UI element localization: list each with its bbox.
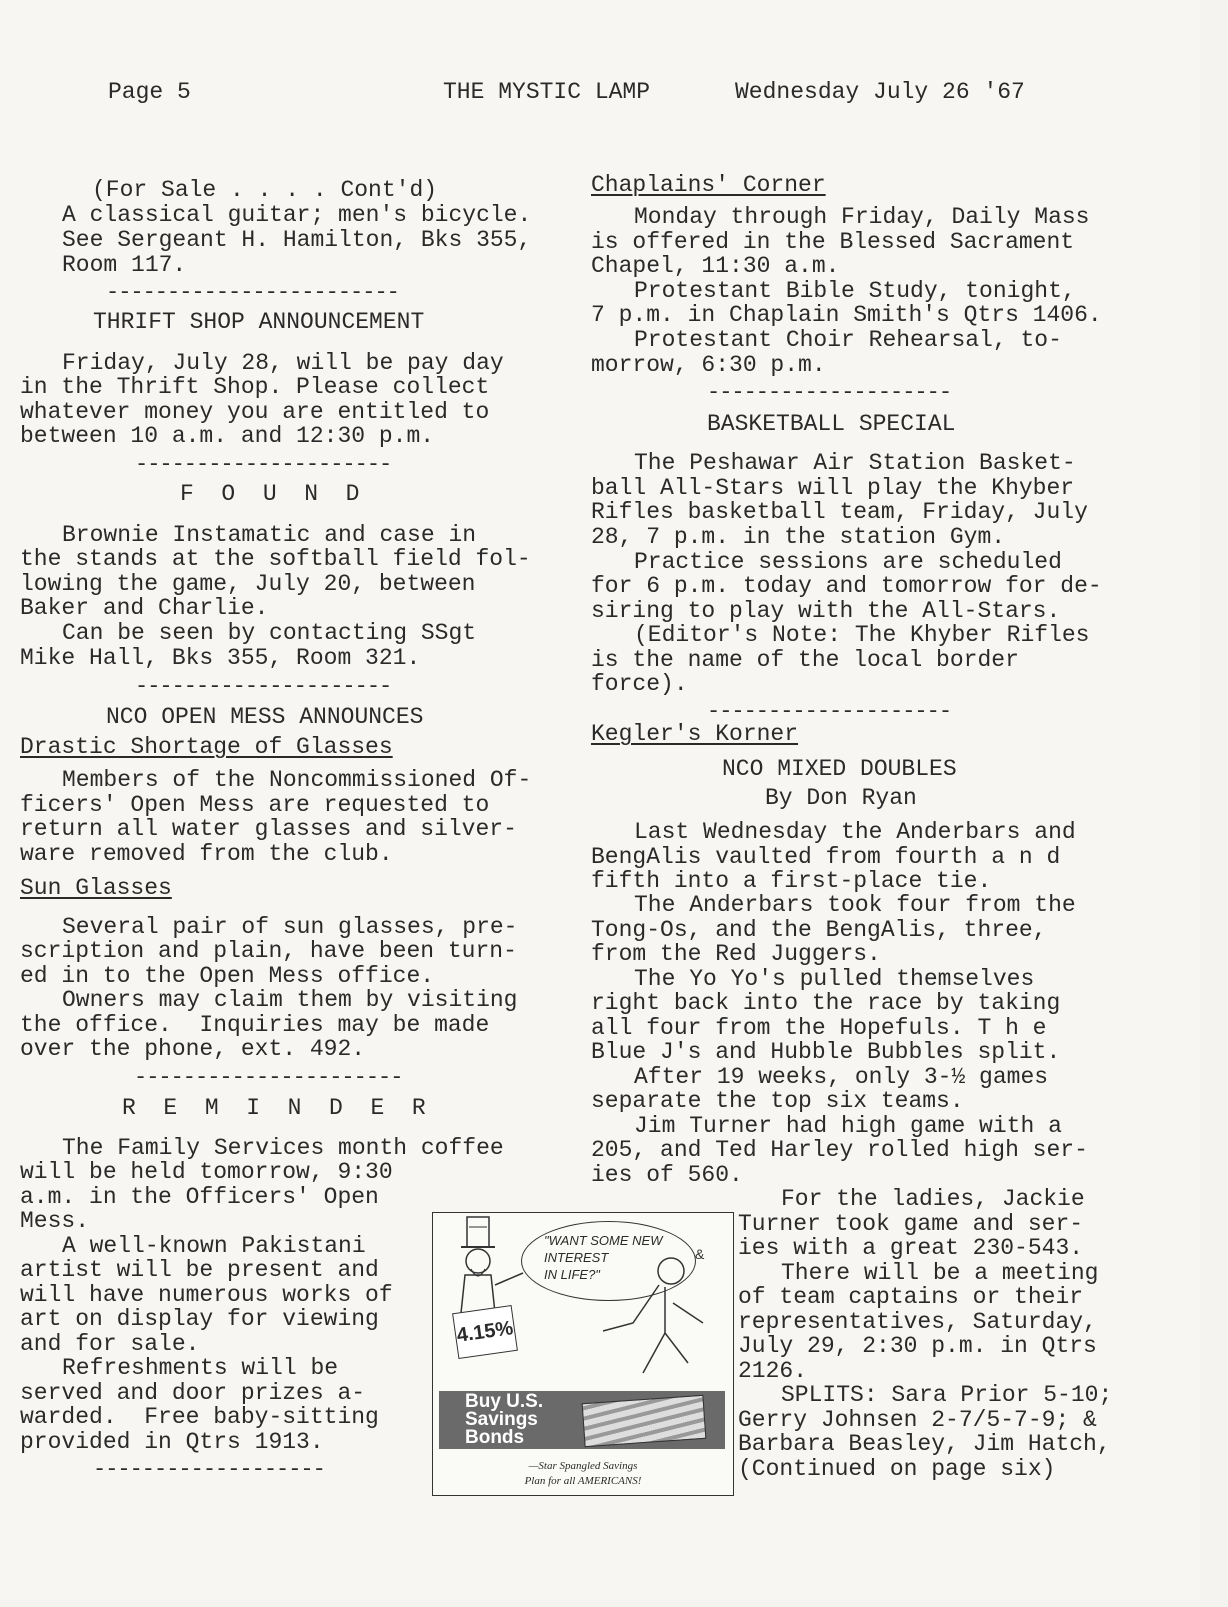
divider: ---------------------	[135, 452, 392, 477]
nco-line: ficers' Open Mess are requested to	[20, 792, 490, 818]
kegler-line: representatives, Saturday,	[738, 1309, 1097, 1335]
kegler-title: NCO MIXED DOUBLES	[722, 756, 957, 782]
basketball-line: for 6 p.m. today and tomorrow for de-	[591, 573, 1102, 599]
reminder-line: The Family Services month coffee	[62, 1135, 504, 1161]
for-sale-heading: (For Sale . . . . Cont'd)	[92, 177, 438, 203]
chaplain-line: Protestant Bible Study, tonight,	[634, 278, 1076, 304]
divider: -------------------	[93, 1457, 325, 1482]
basketball-line: 28, 7 p.m. in the station Gym.	[591, 524, 1006, 550]
kegler-line: For the ladies, Jackie	[781, 1186, 1085, 1212]
kegler-line: 205, and Ted Harley rolled high ser-	[591, 1137, 1088, 1163]
thrift-line: Friday, July 28, will be pay day	[62, 350, 504, 376]
basketball-line: (Editor's Note: The Khyber Rifles	[634, 622, 1090, 648]
divider: --------------------	[707, 380, 952, 405]
nco-line: over the phone, ext. 492.	[20, 1036, 366, 1062]
divider: ----------------------	[134, 1065, 403, 1090]
issue-date: Wednesday July 26 '67	[735, 79, 1025, 105]
kegler-line: July 29, 2:30 p.m. in Qtrs	[738, 1333, 1097, 1359]
kegler-line: Turner took game and ser-	[738, 1211, 1084, 1237]
reminder-line: a.m. in the Officers' Open	[20, 1184, 379, 1210]
kegler-line: from the Red Juggers.	[591, 941, 881, 967]
chaplain-line: is offered in the Blessed Sacrament	[591, 229, 1075, 255]
kegler-line: Barbara Beasley, Jim Hatch,	[738, 1431, 1111, 1457]
for-sale-line: A classical guitar; men's bicycle.	[62, 202, 532, 228]
divider: --------------------	[707, 699, 952, 724]
nco-line: ed in to the Open Mess office.	[20, 963, 435, 989]
nco-line: scription and plain, have been turn-	[20, 938, 517, 964]
thrift-line: in the Thrift Shop. Please collect	[20, 374, 490, 400]
svg-text:&: &	[695, 1246, 705, 1262]
kegler-line: SPLITS: Sara Prior 5-10;	[781, 1382, 1113, 1408]
ad-buy-bonds-text: Buy U.S. Savings Bonds	[465, 1391, 544, 1448]
kegler-line: right back into the race by taking	[591, 990, 1061, 1016]
for-sale-line: See Sergeant H. Hamilton, Bks 355,	[62, 227, 532, 253]
found-line: lowing the game, July 20, between	[20, 571, 476, 597]
kegler-line: ies with a great 230-543.	[738, 1235, 1084, 1261]
reminder-line: and for sale.	[20, 1331, 200, 1357]
kegler-line: There will be a meeting	[781, 1260, 1099, 1286]
reminder-line: Refreshments will be	[62, 1355, 339, 1381]
divider: ---------------------	[135, 674, 392, 699]
kegler-line: of team captains or their	[738, 1284, 1084, 1310]
kegler-line: The Yo Yo's pulled themselves	[634, 966, 1035, 992]
chaplain-line: Protestant Choir Rehearsal, to-	[634, 327, 1062, 353]
chaplain-line: morrow, 6:30 p.m.	[591, 352, 826, 378]
reminder-line: will be held tomorrow, 9:30	[20, 1159, 393, 1185]
chaplain-line: 7 p.m. in Chaplain Smith's Qtrs 1406.	[591, 302, 1102, 328]
reminder-line: Mess.	[20, 1208, 90, 1234]
savings-bonds-ad	[432, 1212, 734, 1496]
kegler-line: Jim Turner had high game with a	[634, 1113, 1062, 1139]
nco-subheading: Drastic Shortage of Glasses	[20, 734, 393, 760]
chaplain-line: Chapel, 11:30 a.m.	[591, 253, 840, 279]
basketball-line: force).	[591, 671, 688, 697]
reminder-line: art on display for viewing	[20, 1306, 379, 1332]
basketball-heading: BASKETBALL SPECIAL	[707, 411, 956, 437]
kegler-line: Gerry Johnsen 2-7/5-7-9; &	[738, 1407, 1097, 1433]
divider: ------------------------	[106, 280, 399, 305]
chaplain-heading: Chaplains' Corner	[591, 172, 826, 198]
chaplain-line: Monday through Friday, Daily Mass	[634, 204, 1090, 230]
basketball-line: Practice sessions are scheduled	[634, 549, 1062, 575]
nco-line: return all water glasses and silver-	[20, 816, 517, 842]
thrift-line: whatever money you are entitled to	[20, 399, 490, 425]
kegler-line: Last Wednesday the Anderbars and	[634, 819, 1076, 845]
kegler-line: separate the top six teams.	[591, 1088, 964, 1114]
thrift-line: between 10 a.m. and 12:30 p.m.	[20, 423, 435, 449]
reminder-line: A well-known Pakistani	[62, 1233, 366, 1259]
nco-line: Members of the Noncommissioned Of-	[62, 767, 532, 793]
bonds-stack-icon	[582, 1395, 707, 1447]
sun-glasses-subheading: Sun Glasses	[20, 875, 172, 901]
nco-line: Owners may claim them by visiting	[62, 987, 518, 1013]
basketball-line: is the name of the local border	[591, 647, 1019, 673]
ad-speech-bubble: "WANT SOME NEW INTEREST IN LIFE?"	[521, 1221, 696, 1301]
kegler-line: fifth into a first-place tie.	[591, 868, 992, 894]
nco-heading: NCO OPEN MESS ANNOUNCES	[106, 704, 424, 730]
ad-interest-rate: 4.15%	[452, 1305, 518, 1359]
found-line: Brownie Instamatic and case in	[62, 522, 477, 548]
found-line: Baker and Charlie.	[20, 595, 269, 621]
kegler-heading: Kegler's Korner	[591, 721, 799, 747]
found-line: Can be seen by contacting SSgt	[62, 620, 477, 646]
reminder-line: will have numerous works of	[20, 1282, 393, 1308]
newspaper-title: THE MYSTIC LAMP	[443, 79, 651, 105]
nco-line: ware removed from the club.	[20, 841, 393, 867]
kegler-line: all four from the Hopefuls. T h e	[591, 1015, 1047, 1041]
basketball-line: ball All-Stars will play the Khyber	[591, 475, 1075, 501]
kegler-line: ies of 560.	[591, 1162, 743, 1188]
reminder-heading: R E M I N D E R	[122, 1095, 426, 1121]
ad-slogan: —Star Spangled Savings Plan for all AMERICANS!	[524, 1460, 642, 1487]
basketball-line: siring to play with the All-Stars.	[591, 598, 1061, 624]
reminder-line: warded. Free baby-sitting	[20, 1404, 379, 1430]
for-sale-line: Room 117.	[62, 252, 187, 278]
thrift-heading: THRIFT SHOP ANNOUNCEMENT	[93, 309, 425, 335]
nco-line: Several pair of sun glasses, pre-	[62, 914, 518, 940]
found-heading: F O U N D	[180, 481, 360, 507]
kegler-line: BengAlis vaulted from fourth a n d	[591, 844, 1061, 870]
found-line: Mike Hall, Bks 355, Room 321.	[20, 645, 421, 671]
page-number: Page 5	[108, 79, 191, 105]
nco-line: the office. Inquiries may be made	[20, 1012, 490, 1038]
found-line: the stands at the softball field fol-	[20, 546, 531, 572]
kegler-line: The Anderbars took four from the	[634, 892, 1076, 918]
reminder-line: provided in Qtrs 1913.	[20, 1429, 324, 1455]
kegler-line: Blue J's and Hubble Bubbles split.	[591, 1039, 1061, 1065]
reminder-line: artist will be present and	[20, 1257, 379, 1283]
reminder-line: served and door prizes a-	[20, 1380, 366, 1406]
kegler-line: Tong-Os, and the BengAlis, three,	[591, 917, 1047, 943]
kegler-line: After 19 weeks, only 3-½ games	[634, 1064, 1049, 1090]
kegler-line: (Continued on page six)	[738, 1456, 1056, 1482]
kegler-line: 2126.	[738, 1358, 808, 1384]
basketball-line: The Peshawar Air Station Basket-	[634, 450, 1076, 476]
basketball-line: Rifles basketball team, Friday, July	[591, 499, 1088, 525]
kegler-byline: By Don Ryan	[765, 785, 917, 811]
